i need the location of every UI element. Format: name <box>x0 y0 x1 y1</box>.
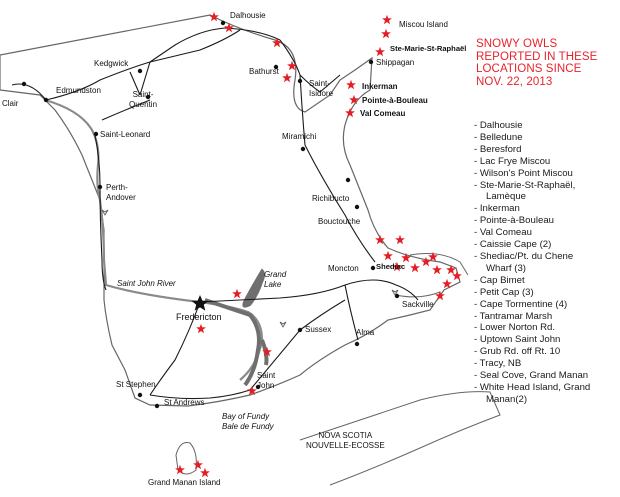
label-saint-leonard: Saint-Leonard <box>100 130 151 139</box>
sighting-location: - Tantramar Marsh <box>474 310 553 322</box>
owl-sighting-star-icon <box>395 235 405 244</box>
label-clair: Clair <box>2 99 19 108</box>
province-border <box>0 15 460 406</box>
label-miscou-island: Miscou Island <box>399 20 448 29</box>
label-edmundston: Edmundston <box>56 86 101 95</box>
label-miramichi: Miramichi <box>282 132 317 141</box>
sighting-location: - White Head Island, Grand <box>474 381 591 393</box>
sighting-locations-list <box>474 120 590 406</box>
label-st-andrews: St Andrews <box>164 398 205 407</box>
map-title <box>476 38 616 88</box>
label-bathurst: Bathurst <box>249 67 279 76</box>
label-saint-quentin: Saint- Quentin <box>129 90 158 109</box>
sighting-location: - Petit Cap (3) <box>474 286 534 298</box>
label-val-comeau: Val Comeau <box>360 109 406 118</box>
label-inkerman: Inkerman <box>362 82 398 91</box>
sighting-location: - Cap Bimet <box>474 274 525 286</box>
sighting-location: - Lac Frye Miscou <box>474 155 551 167</box>
sighting-location: - Tracy, NB <box>474 358 522 370</box>
sighting-location: - Shediac/Pt. du Chene <box>474 250 574 262</box>
label-bouctouche: Bouctouche <box>318 217 361 226</box>
sighting-location: - Cape Tormentine (4) <box>474 298 568 310</box>
label-saint-john-river: Saint John River <box>117 279 176 288</box>
owl-sighting-star-icon <box>382 15 392 24</box>
owl-sighting-star-icon <box>200 468 210 477</box>
sighting-location: - Inkerman <box>474 203 520 215</box>
label-bay-of-fundy: Bay of Fundy Bale de Fundy <box>222 412 274 431</box>
sighting-location: - Pointe-à-Bouleau <box>474 215 554 227</box>
sighting-location: - Dalhousie <box>474 120 523 131</box>
label-grand-manan-island: Grand Manan Island <box>148 478 221 487</box>
label-richibucto: Richibucto <box>312 194 350 203</box>
sighting-location: - Lower Norton Rd. <box>474 322 556 334</box>
sighting-location: - Caissie Cape (2) <box>474 239 552 251</box>
label-alma: Alma <box>356 328 375 337</box>
title-line: NOV. 22, 2013 <box>476 75 553 88</box>
label-saint-isidore: Saint- Isidore <box>309 79 334 98</box>
sighting-location: - Val Comeau <box>474 227 532 239</box>
sighting-location: Lamèque <box>486 191 527 203</box>
label-kedgwick: Kedgwick <box>94 59 129 68</box>
sighting-location: - Wilson's Point Miscou <box>474 167 573 179</box>
label-pointe-a-bouleau: Pointe-à-Bouleau <box>362 96 428 105</box>
owl-sighting-star-icon <box>375 47 385 56</box>
sighting-location: - Seal Cove, Grand Manan <box>474 370 589 382</box>
sighting-location: - Belledune <box>474 131 523 143</box>
label-ste-marie: Ste-Marie-St-Raphaël <box>390 44 467 53</box>
sighting-location: - Grub Rd. off Rt. 10 <box>474 346 561 358</box>
title-line: LOCATIONS SINCE <box>476 63 582 75</box>
label-saint-john: Saint John <box>257 371 276 390</box>
label-grand-lake: Grand Lake <box>264 270 287 289</box>
sighting-location: - Uptown Saint John <box>474 334 561 346</box>
label-shediac: Shediac <box>376 262 406 271</box>
label-perth-andover: Perth- Andover <box>106 183 136 202</box>
label-sackville: Sackville <box>402 300 434 309</box>
label-shippagan: Shippagan <box>376 58 415 67</box>
sighting-location: - Beresford <box>474 143 522 155</box>
owl-sighting-star-icon <box>381 29 391 38</box>
sighting-location: Manan(2) <box>486 393 528 405</box>
label-fredericton: Fredericton <box>176 312 222 322</box>
sighting-location: - Ste-Marie-St-Raphaël, <box>474 179 576 191</box>
label-sussex: Sussex <box>305 325 332 334</box>
title-line: SNOWY OWLS <box>476 38 558 50</box>
label-dalhousie: Dalhousie <box>230 11 266 20</box>
label-nova-scotia: NOVA SCOTIA NOUVELLE-ECOSSE <box>306 431 385 450</box>
sighting-location: Wharf (3) <box>486 262 526 274</box>
label-moncton: Moncton <box>328 264 359 273</box>
title-line: REPORTED IN THESE <box>476 50 598 63</box>
label-st-stephen: St Stephen <box>116 380 156 389</box>
